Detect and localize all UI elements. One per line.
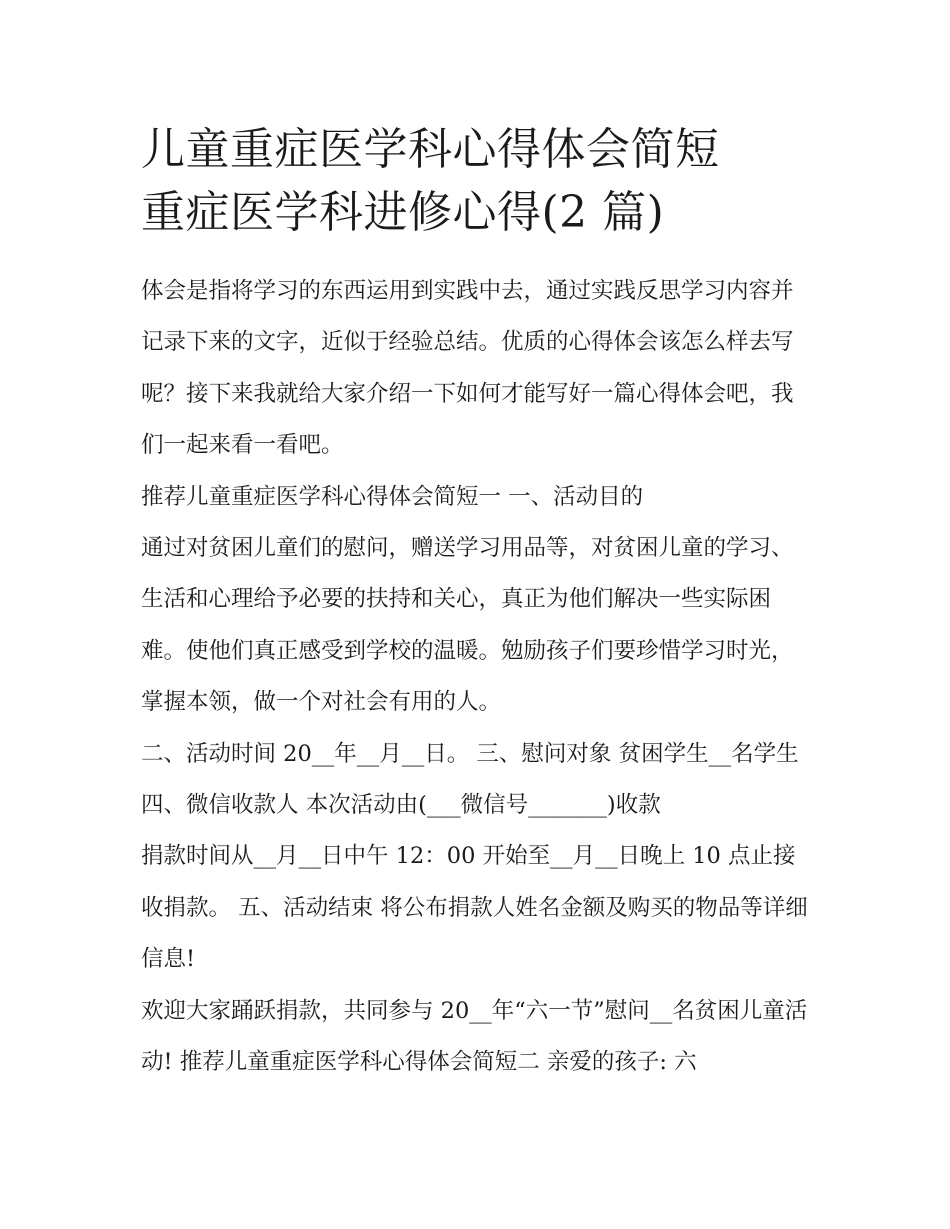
title-line-1: 儿童重症医学科心得体会简短 (141, 124, 720, 175)
section-one-heading: 推荐儿童重症医学科心得体会简短一 一、活动目的 (141, 483, 644, 510)
activity-details-paragraph: 二、活动时间 20__年__月__日。 三、慰问对象 贫困学生__名学生 四、微信收款人 本次活动由(___微信号_______)收款 (141, 740, 799, 819)
activity-purpose-paragraph: 通过对贫困儿童们的慰问，赠送学习用品等，对贫困儿童的学习、生活和心理给予必要的扶持和关心，真正为他们解决一些实际困难。使他们真正感受到学校的温暖。勉励孩子们要珍惜学习时光，掌握本领，做一个对社会有用的人。 (141, 535, 794, 716)
donation-time-paragraph: 捐款时间从__月__日中午 12：00 开始至__月__日晚上 10 点止接收捐款。 五、活动结束 将公布捐款人姓名金额及购买的物品等详细信息! (141, 843, 808, 973)
closing-paragraph: 欢迎大家踊跃捐款，共同参与 20__年“六一节”慰问__名贫困儿童活动! 推荐儿童重症医学科心得体会简短二 亲爱的孩子: 六 (141, 997, 808, 1076)
intro-paragraph: 体会是指将学习的东西运用到实践中去，通过实践反思学习内容并记录下来的文字，近似于经验总结。优质的心得体会该怎么样去写呢？接下来我就给大家介绍一下如何才能写好一篇心得体会吧，我们一起来看一看吧。 (141, 278, 794, 459)
document-title (141, 118, 813, 244)
title-line-2: 重症医学科进修心得(2 篇) (141, 187, 665, 238)
document-body (141, 266, 813, 1089)
document-page (141, 118, 813, 1089)
